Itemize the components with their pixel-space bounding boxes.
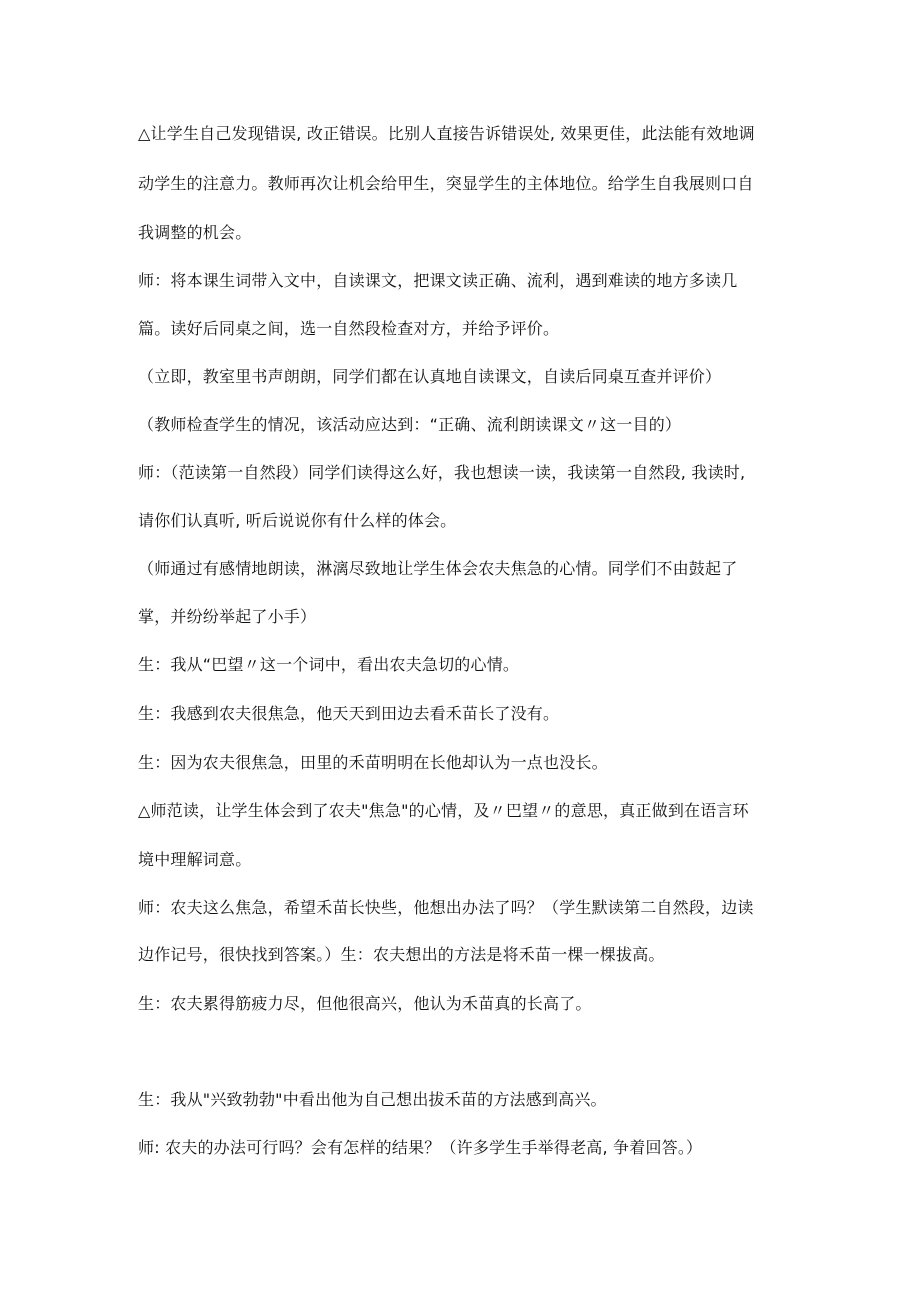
text-line-12: 生：我从“巴望〃这一个词中，看出农夫急切的心情。: [138, 655, 520, 674]
text-line-5: 篇。读好后同桌之间，选一自然段检查对方，并给予评价。: [138, 319, 560, 338]
text-line-10: （师通过有感情地朗读，淋漓尽致地让学生体会农夫焦急的心情。同学们不由鼓起了: [138, 559, 738, 578]
text-line-16: 境中理解词意。: [138, 850, 252, 869]
text-line-18: 边作记号，很快找到答案。）生：农夫想出的方法是将禾苗一棵一棵拔高。: [138, 945, 665, 964]
text-line-4: 师：将本课生词带入文中，自读课文，把课文读正确、流利，遇到难读的地方多读几: [138, 271, 738, 290]
text-line-17: 师：农夫这么焦急，希望禾苗长快些，他想出办法了吗？（学生默读第二自然段，边读: [138, 898, 754, 917]
text-line-7: （教师检查学生的情况，该活动应达到：“正确、流利朗读课文〃这一目的）: [138, 415, 682, 434]
text-line-6: （立即，教室里书声朗朗，同学们都在认真地自读课文，自读后同桌互查并评价）: [138, 367, 722, 386]
text-line-19: 生：农夫累得筋疲力尽，但他很高兴，他认为禾苗真的长高了。: [138, 994, 592, 1013]
text-line-9: 请你们认真听, 听后说说你有什么样的体会。: [138, 511, 457, 530]
text-line-2: 动学生的注意力。教师再次让机会给甲生，突显学生的主体地位。给学生自我展则口自: [138, 174, 754, 193]
text-line-8: 师：（范读第一自然段）同学们读得这么好，我也想读一读，我读第一自然段, 我读时,: [138, 463, 746, 482]
text-line-14: 生：因为农夫很焦急，田里的禾苗明明在长他却认为一点也没长。: [138, 753, 608, 772]
text-line-11: 掌，并纷纷举起了小手）: [138, 607, 317, 626]
text-line-3: 我调整的机会。: [138, 223, 252, 242]
text-line-21: 师: 农夫的办法可行吗？会有怎样的结果？（许多学生手举得老高, 争着回答。）: [138, 1138, 703, 1157]
text-line-1: △让学生自己发现错误, 改正错误。比别人直接告诉错误处, 效果更佳，此法能有效地调: [138, 124, 755, 143]
text-line-13: 生：我感到农夫很焦急，他天天到田边去看禾苗长了没有。: [138, 704, 560, 723]
text-line-20: 生：我从"兴致勃勃"中看出他为自己想出拔禾苗的方法感到高兴。: [138, 1090, 607, 1109]
text-line-15: △师范读，让学生体会到了农夫"焦急"的心情，及〃巴望〃的意思，真正做到在语言环: [138, 801, 749, 820]
